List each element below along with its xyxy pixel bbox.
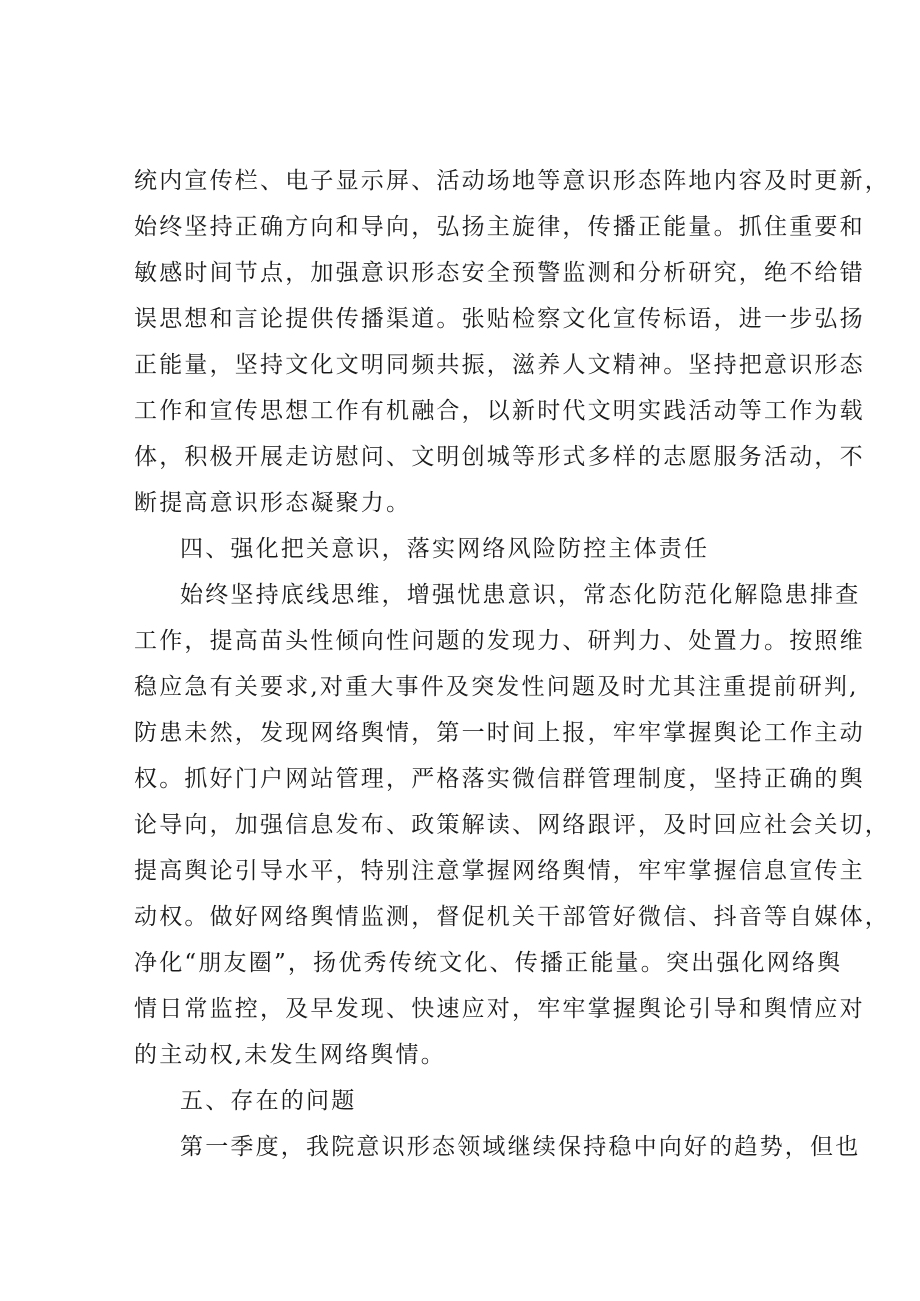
text-line: 误思想和言论提供传播渠道。张贴检察文化宣传标语，进一步弘扬: [134, 306, 865, 332]
text-line: 稳应急有关要求,对重大事件及突发性问题及时尤其注重提前研判,: [134, 674, 859, 700]
text-line: 始终坚持底线思维，增强忧患意识，常态化防范化解隐患排查: [180, 582, 861, 608]
section-heading-4: 四、强化把关意识，落实网络风险防控主体责任: [180, 536, 710, 562]
text-line: 防患未然，发现网络舆情，第一时间上报，牢牢掌握舆论工作主动: [134, 720, 865, 746]
text-line: 始终坚持正确方向和导向，弘扬主旋律，传播正能量。抓住重要和: [134, 214, 865, 240]
text-line: 权。抓好门户网站管理，严格落实微信群管理制度，坚持正确的舆: [134, 766, 865, 792]
text-line: 动权。做好网络舆情监测，督促机关干部管好微信、抖音等自媒体，: [134, 904, 890, 930]
text-line: 断提高意识形态凝聚力。: [134, 490, 412, 516]
text-line: 工作，提高苗头性倾向性问题的发现力、研判力、处置力。按照维: [134, 628, 865, 654]
text-line: 净化“朋友圈”，扬优秀传统文化、传播正能量。突出强化网络舆: [134, 950, 843, 976]
text-line: 敏感时间节点，加强意识形态安全预警监测和分析研究，绝不给错: [134, 260, 865, 286]
text-line: 情日常监控，及早发现、快速应对，牢牢掌握舆论引导和舆情应对: [134, 996, 865, 1022]
text-line: 统内宣传栏、电子显示屏、活动场地等意识形态阵地内容及时更新，: [134, 168, 890, 194]
text-line: 的主动权,未发生网络舆情。: [134, 1042, 446, 1068]
text-line: 第一季度，我院意识形态领域继续保持稳中向好的趋势，但也: [180, 1134, 861, 1160]
text-line: 论导向，加强信息发布、政策解读、网络跟评，及时回应社会关切，: [134, 812, 890, 838]
section-heading-5: 五、存在的问题: [180, 1088, 357, 1114]
text-line: 提高舆论引导水平，特别注意掌握网络舆情，牢牢掌握信息宣传主: [134, 858, 865, 884]
text-line: 正能量，坚持文化文明同频共振，滋养人文精神。坚持把意识形态: [134, 352, 865, 378]
text-line: 体，积极开展走访慰问、文明创城等形式多样的志愿服务活动，不: [134, 444, 865, 470]
text-line: 工作和宣传思想工作有机融合，以新时代文明实践活动等工作为载: [134, 398, 865, 424]
